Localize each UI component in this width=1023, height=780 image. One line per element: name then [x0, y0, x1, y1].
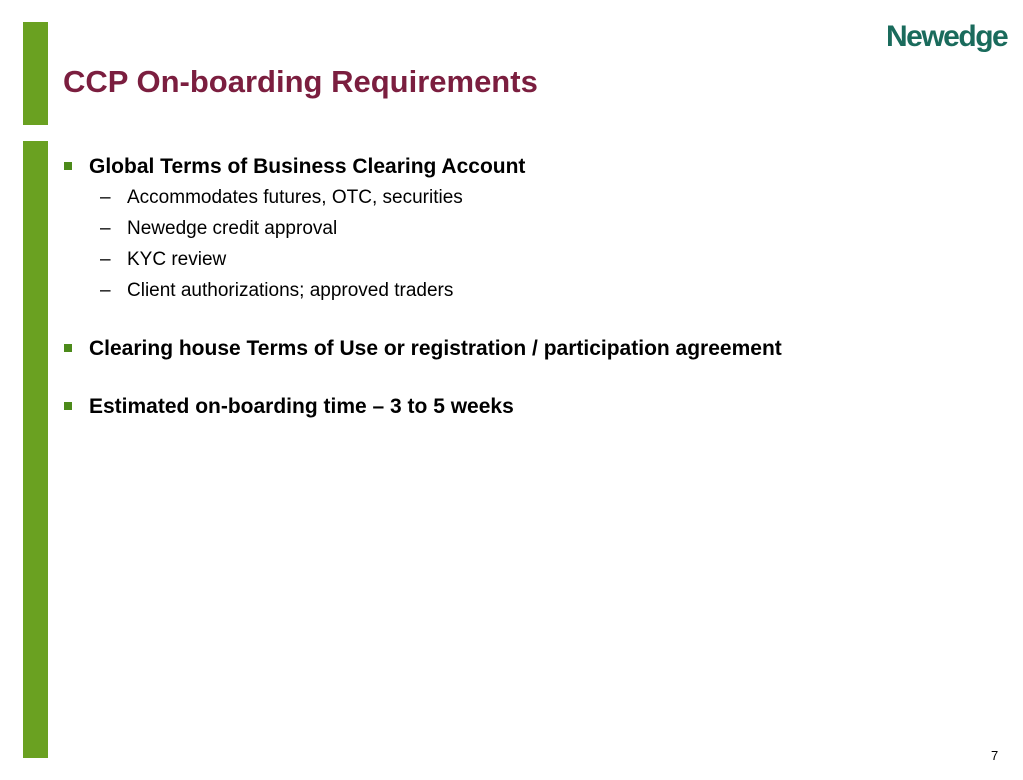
bullet-item-clearing-house	[62, 334, 1002, 364]
bullet-text: Clearing house Terms of Use or registration / participation agreement	[89, 337, 782, 360]
dash-bullet-icon: –	[100, 249, 111, 270]
bullet-item-global-terms	[62, 152, 1002, 182]
dash-bullet-icon: –	[100, 218, 111, 239]
square-bullet-icon	[64, 344, 72, 352]
bullet-list	[62, 152, 1002, 422]
bullet-item-onboarding-time	[62, 392, 1002, 422]
square-bullet-icon	[64, 162, 72, 170]
bullet-text: Global Terms of Business Clearing Account	[89, 155, 526, 178]
square-bullet-icon	[64, 402, 72, 410]
sub-bullet-item	[62, 244, 1002, 275]
bullet-text: Estimated on-boarding time – 3 to 5 weeks	[89, 395, 514, 418]
sub-bullet-text: Newedge credit approval	[127, 218, 338, 239]
sub-bullet-text: KYC review	[127, 249, 227, 270]
page-number: 7	[991, 748, 999, 763]
accent-bar-top	[23, 22, 48, 125]
sub-bullet-text: Accommodates futures, OTC, securities	[127, 187, 463, 208]
sub-bullet-item	[62, 275, 1002, 306]
newedge-logo: Newedge	[886, 20, 1008, 53]
sub-bullet-item	[62, 182, 1002, 213]
dash-bullet-icon: –	[100, 280, 111, 301]
slide-title: CCP On-boarding Requirements	[63, 64, 538, 99]
dash-bullet-icon: –	[100, 187, 111, 208]
sub-bullet-text: Client authorizations; approved traders	[127, 280, 454, 301]
accent-bar-body	[23, 141, 48, 758]
sub-bullet-item	[62, 213, 1002, 244]
